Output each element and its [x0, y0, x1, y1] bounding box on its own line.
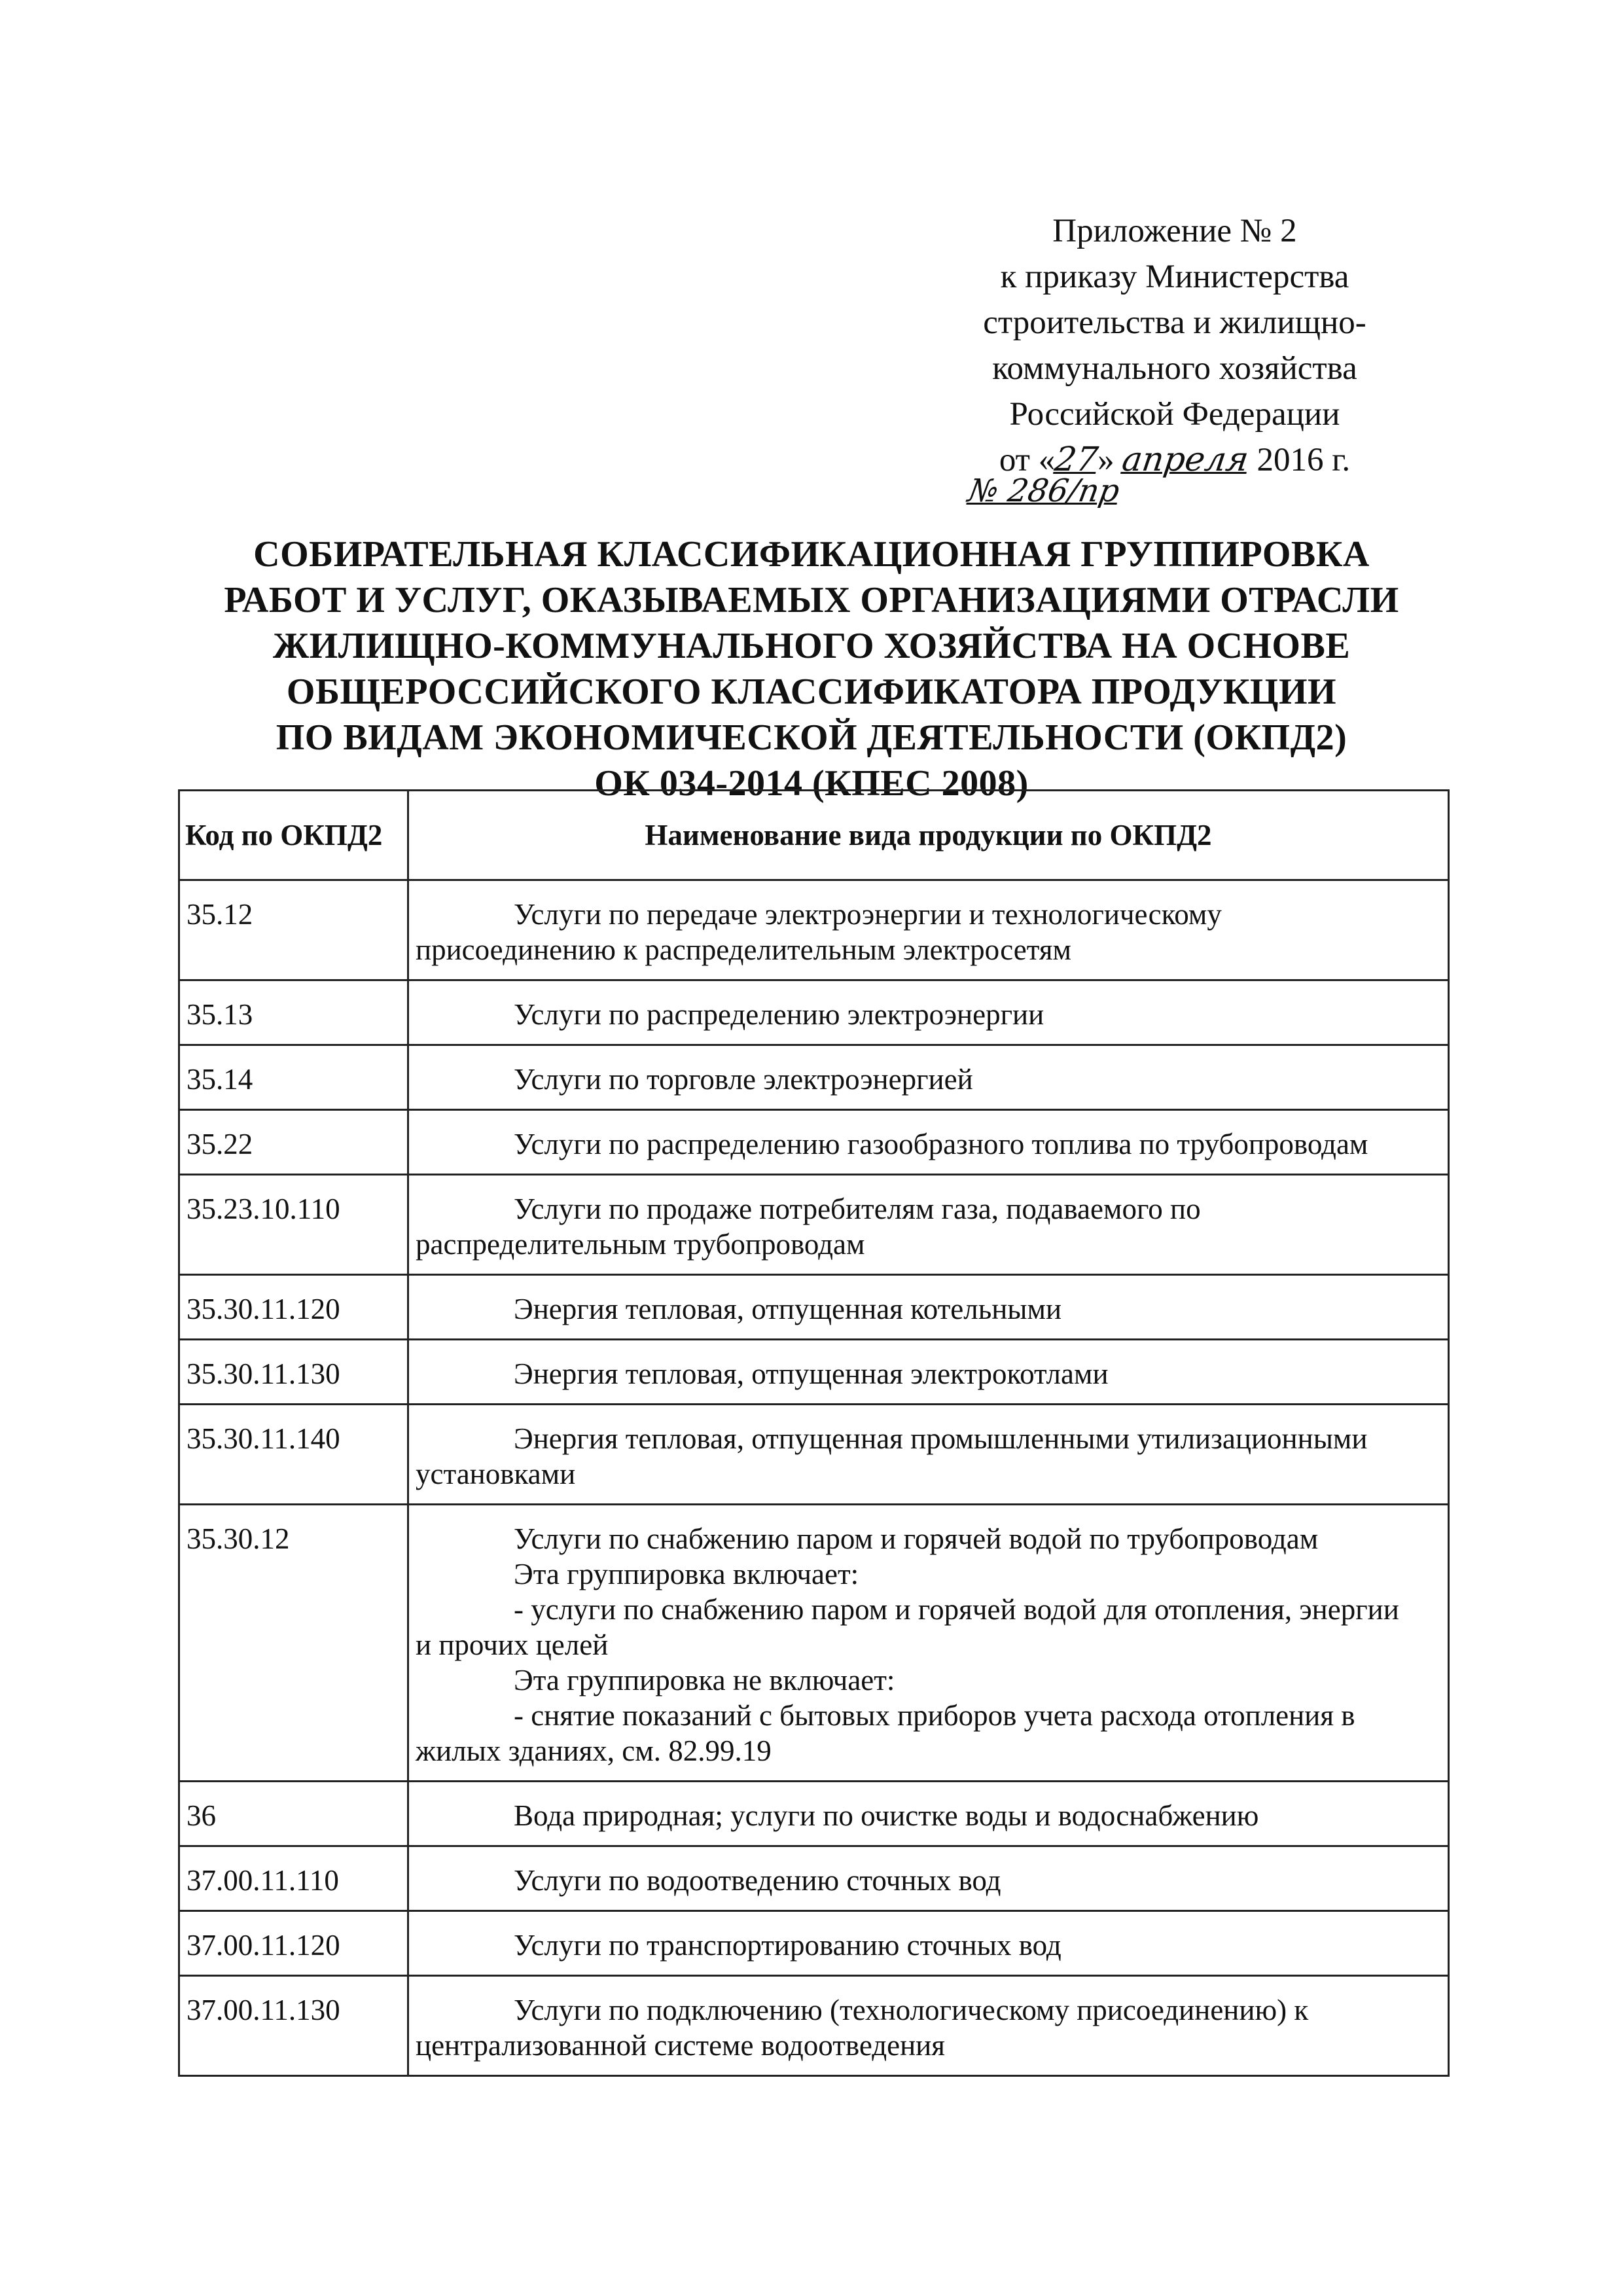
table-row [179, 1846, 1449, 1911]
table-row [179, 980, 1449, 1045]
appendix-ministry-2: коммунального хозяйства [992, 350, 1357, 387]
row-code: 35.30.11.120 [179, 1275, 408, 1340]
title-line: ПО ВИДАМ ЭКОНОМИЧЕСКОЙ ДЕЯТЕЛЬНОСТИ (ОКПД2) [276, 717, 1347, 758]
row-code: 36 [179, 1782, 408, 1846]
table-row [179, 1782, 1449, 1846]
date-prefix: от « [999, 442, 1056, 478]
table-row [179, 1911, 1449, 1976]
table-row [179, 1976, 1449, 2076]
table-row [179, 1045, 1449, 1110]
appendix-ministry-3: Российской Федерации [1009, 396, 1340, 433]
appendix-number: Приложение № 2 [1052, 213, 1297, 249]
date-mid: » [1097, 442, 1115, 478]
row-name: Вода природная; услуги по очистке воды и водоснабжению [408, 1782, 1449, 1846]
order-number-handwritten: № 286/пр [965, 473, 1123, 509]
row-name: Услуги по торговле электроэнергией [408, 1045, 1449, 1110]
table-header-row [179, 791, 1449, 880]
table-row [179, 1175, 1449, 1275]
row-name: Услуги по транспортированию сточных вод [408, 1911, 1449, 1976]
row-name: Услуги по продаже потребителям газа, подаваемого по распределительным трубопроводам [408, 1175, 1449, 1275]
row-code: 35.30.11.140 [179, 1405, 408, 1505]
table-row [179, 1505, 1449, 1782]
title-line: ОБЩЕРОССИЙСКОГО КЛАССИФИКАТОРА ПРОДУКЦИИ [286, 672, 1337, 712]
row-name: Услуги по снабжению паром и горячей водой по трубопроводам Эта группировка включает: - услуги по снабжению паром и горячей водой для отопления, энергии и прочих целей Эта группировка не включает: - снятие показаний с бытовых приборов учета расхода отопления в жилых зданиях, см. 82.99.19 [408, 1505, 1449, 1782]
appendix-order-ref: к приказу Министерства [1000, 259, 1349, 295]
title-line: РАБОТ И УСЛУГ, ОКАЗЫВАЕМЫХ ОРГАНИЗАЦИЯМИ ОТРАСЛИ [224, 580, 1399, 620]
row-name: Услуги по подключению (технологическому присоединению) к централизованной системе водоотведения [408, 1976, 1449, 2076]
row-code: 37.00.11.130 [179, 1976, 408, 2076]
table-row [179, 1110, 1449, 1175]
row-code: 35.30.11.130 [179, 1340, 408, 1405]
table-row [179, 1275, 1449, 1340]
row-code: 37.00.11.110 [179, 1846, 408, 1911]
row-code: 37.00.11.120 [179, 1911, 408, 1976]
row-code: 35.14 [179, 1045, 408, 1110]
document-title [164, 531, 1459, 806]
table-row [179, 1340, 1449, 1405]
row-code: 35.30.12 [179, 1505, 408, 1782]
appendix-block [903, 208, 1446, 483]
row-name: Энергия тепловая, отпущенная котельными [408, 1275, 1449, 1340]
row-name: Энергия тепловая, отпущенная промышленными утилизационными установками [408, 1405, 1449, 1505]
date-day-handwritten: 27 [1052, 440, 1101, 479]
title-line: ОК 034-2014 (КПЕС 2008) [594, 763, 1029, 804]
column-header-name: Наименование вида продукции по ОКПД2 [408, 791, 1449, 880]
title-line: ЖИЛИЩНО-КОММУНАЛЬНОГО ХОЗЯЙСТВА НА ОСНОВЕ [272, 626, 1351, 666]
row-name: Услуги по распределению электроэнергии [408, 980, 1449, 1045]
row-name: Энергия тепловая, отпущенная электрокотлами [408, 1340, 1449, 1405]
table-row [179, 880, 1449, 980]
row-code: 35.12 [179, 880, 408, 980]
row-name: Услуги по распределению газообразного топлива по трубопроводам [408, 1110, 1449, 1175]
title-line: СОБИРАТЕЛЬНАЯ КЛАССИФИКАЦИОННАЯ ГРУППИРОВКА [253, 534, 1370, 575]
row-code: 35.22 [179, 1110, 408, 1175]
date-month-handwritten: апреля [1120, 440, 1251, 479]
okpd-table [178, 789, 1450, 2077]
table-row [179, 1405, 1449, 1505]
row-code: 35.23.10.110 [179, 1175, 408, 1275]
column-header-code: Код по ОКПД2 [179, 791, 408, 880]
date-year: 2016 г. [1257, 442, 1351, 478]
row-name: Услуги по водоотведению сточных вод [408, 1846, 1449, 1911]
row-name: Услуги по передаче электроэнергии и технологическому присоединению к распределительным электросетям [408, 880, 1449, 980]
appendix-ministry-1: строительства и жилищно- [983, 304, 1366, 341]
row-code: 35.13 [179, 980, 408, 1045]
